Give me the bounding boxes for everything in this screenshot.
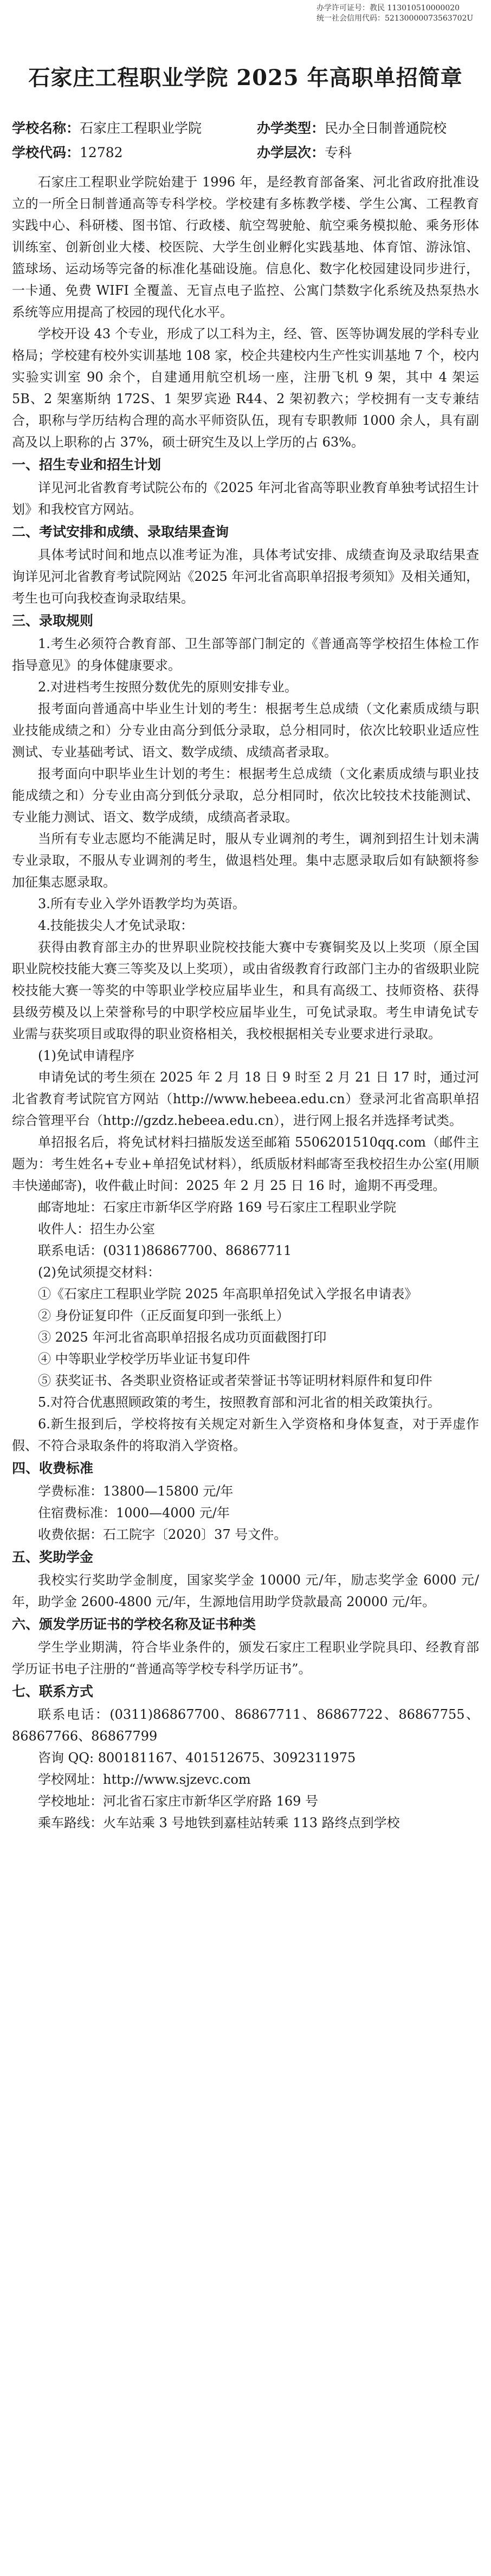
intro-paragraph: 石家庄工程职业学院始建于 1996 年，是经教育部备案、河北省政府批准设立的一所全日制普通高等专科学校。学校建有多栋教学楼、学生公寓、工程教育实践中心、科研楼、图书馆、行政楼、航空驾驶舱、航空乘务模拟舱、乘务形体训练室、创新创业大楼、校医院、大学生创业孵化实践基地、体育馆、游泳馆、篮球场、运动场等完备的标准化基础设施。信息化、数字化校园建设同步进行，一卡通、免费 WIFI 全覆盖、无盲点电子监控、公寓门禁数字化系统及热泵热水系统等应用提高了校园的现代化水平。: [12, 174, 479, 320]
section-heading: 四、收费标准: [12, 1460, 94, 1476]
contact-phones: 联系电话：(0311)86867700、86867711、86867722、86867755、86867766、86867799: [12, 1707, 479, 1744]
contact-phone: 联系电话：(0311)86867700、86867711: [38, 1243, 292, 1258]
section-paragraph: 单招报名后，将免试材料扫描版发送至邮箱 5506201510qq.com（邮件主题为：考生姓名+专业+单招免试材料），纸质版材料邮寄至我校招生办公室(用顺丰快递邮寄)，收件截止时间：2025 年 2 月 25 日 16 时，逾期不再受理。: [12, 1135, 479, 1193]
material-item: ② 身份证复印件（正反面复印到一张纸上）: [38, 1308, 289, 1323]
credit-code: 统一社会信用代码：52130000073563702U: [316, 14, 474, 23]
school-level-label: 办学层次：: [257, 144, 325, 160]
page-title: 石家庄工程职业学院 2025 年高职单招简章: [28, 65, 463, 90]
material-item: ①《石家庄工程职业学院 2025 年高职单招免试入学报名申请表》: [38, 1286, 418, 1302]
section-paragraph: 获得由教育部主办的世界职业院校技能大赛中专赛铜奖及以上奖项（原全国职业院校技能大赛三等奖及以上奖项），或由省级教育行政部门主办的省级职业院校技能大赛一等奖的中等职业学校应届毕业生，和具有高级工、技师资格、获得县级劳模及以上荣誉称号的中职学校应届毕业生，可免试录取。考生申请免试专业需与获奖项目或取得的职业资格相关，我校根据相关专业要求进行录取。: [12, 940, 479, 1041]
material-item: ⑤ 获奖证书、各类职业资格证或者荣誉证书等证明材料原件和复印件: [38, 1373, 432, 1388]
material-item: ③ 2025 年河北省高职单招报名成功页面截图打印: [38, 1330, 327, 1345]
tuition-standard: 学费标准：13800—15800 元/年: [38, 1484, 234, 1499]
section-paragraph: 我校实行奖助学金制度，国家奖学金 10000 元/年，励志奖学金 6000 元/年，助学金 2600-4800 元/年，生源地信用助学贷款最高 20000 元/年。: [12, 1572, 479, 1609]
bus-route: 乘车路线：火车站乘 3 号地铁到嘉桂站转乘 113 路终点到学校: [38, 1815, 400, 1830]
brochure-body: [12, 171, 479, 1834]
section-heading: 六、颁发学历证书的学校名称及证书种类: [12, 1616, 256, 1632]
info-row: [12, 140, 479, 165]
info-row: [12, 116, 479, 140]
section-paragraph: 3.所有专业入学外语教学均为英语。: [38, 896, 246, 911]
section-paragraph: 1.考生必须符合教育部、卫生部等部门制定的《普通高等学校招生体检工作指导意见》的身体健康要求。: [12, 636, 479, 673]
section-heading: 三、录取规则: [12, 613, 94, 629]
accommodation-fee: 住宿费标准：1000—4000 元/年: [38, 1505, 230, 1520]
section-paragraph: 申请免试的考生须在 2025 年 2 月 18 日 9 时至 2 月 21 日 17 时，通过河北省教育考试院官方网站（http://www.hebeea.edu.cn）登录河北省高职单招综合管理平台（http://gzdz.hebeea.edu.cn），进行网上报名并选择考试类。: [12, 1070, 479, 1128]
section-heading: 一、招生专业和招生计划: [12, 457, 161, 473]
section-paragraph: 学生学业期满，符合毕业条件的，颁发石家庄工程职业学院具印、经教育部学历证书电子注册的“普通高等学校专科学历证书”。: [12, 1640, 479, 1677]
section-heading: 五、奖助学金: [12, 1549, 94, 1565]
section-paragraph: 6.新生报到后，学校将按有关规定对新生入学资格和身体复查，对于弄虚作假、不符合录取条件的将取消入学资格。: [12, 1416, 479, 1453]
section-paragraph: 4.技能拔尖人才免试录取：: [38, 918, 193, 933]
school-info: [12, 116, 479, 165]
school-name-label: 学校名称：: [12, 120, 80, 136]
section-paragraph: (2)免试须提交材料：: [38, 1265, 160, 1280]
section-heading: 二、考试安排和成绩、录取结果查询: [12, 524, 229, 540]
mail-recipient: 收件人：招生办公室: [38, 1221, 155, 1237]
school-code-label: 学校代码：: [12, 144, 80, 160]
section-paragraph: 当所有专业志愿均不能满足时，服从专业调剂的考生，调剂到招生计划未满专业录取，不服从专业调剂的考生，做退档处理。集中志愿录取后如有缺额将参加征集志愿录取。: [12, 831, 479, 890]
fee-basis: 收费依据：石工院字〔2020〕37 号文件。: [38, 1527, 287, 1542]
contact-qq: 咨询 QQ: 800181167、401512675、3092311975: [38, 1750, 356, 1765]
school-website: 学校网址：http://www.sjzevc.com: [38, 1772, 251, 1787]
material-item: ④ 中等职业学校学历毕业证书复印件: [38, 1351, 250, 1367]
school-name-value: 石家庄工程职业学院: [80, 120, 202, 136]
section-paragraph: 5.对符合优惠照顾政策的考生，按照教育部和河北省的相关政策执行。: [38, 1395, 441, 1410]
section-paragraph: 报考面向中职毕业生计划的考生：根据考生总成绩（文化素质成绩与职业技能成绩之和）分专业由高分到低分录取，总分相同时，依次比较技术技能测试、专业能力测试、语文、数学成绩，成绩高者录取。: [12, 766, 479, 825]
section-paragraph: 具体考试时间和地点以准考证为准，具体考试安排、成绩查询及录取结果查询详见河北省教育考试院网站《2025 年河北省高职单招报考须知》及相关通知，考生也可向我校查询录取结果。: [12, 547, 479, 606]
section-paragraph: 2.对进档考生按照分数优先的原则安排专业。: [38, 679, 298, 695]
school-type-value: 民办全日制普通院校: [325, 120, 447, 136]
section-paragraph: 详见河北省教育考试院公布的《2025 年河北省高等职业教育单独考试招生计划》和我校官方网站。: [12, 480, 479, 517]
school-level-value: 专科: [325, 144, 352, 160]
intro-paragraph: 学校开设 43 个专业，形成了以工科为主，经、管、医等协调发展的学科专业格局；学校建有校外实训基地 108 家，校企共建校内生产性实训基地 7 个，校内实验实训室 90 余个，自建通用航空机场一座，注册飞机 9 架，其中 4 架运 5B、2 架塞斯纳 172S、1 架罗宾逊 R44、2 架初教六；学校拥有一支专兼结合，职称与学历结构合理的高水平师资队伍，现有专职教师 1000 余人，具有副高及以上职称的占 37%，硕士研究生及以上学历的占 63%。: [12, 326, 479, 450]
school-type-label: 办学类型：: [257, 120, 325, 136]
mailing-address: 邮寄地址：石家庄市新华区学府路 169 号石家庄工程职业学院: [38, 1200, 397, 1215]
section-paragraph: (1)免试申请程序: [38, 1048, 134, 1063]
school-address: 学校地址：河北省石家庄市新华区学府路 169 号: [38, 1794, 319, 1809]
license-info: [316, 3, 479, 24]
section-heading: 七、联系方式: [12, 1684, 94, 1699]
section-paragraph: 报考面向普通高中毕业生计划的考生：根据考生总成绩（文化素质成绩与职业技能成绩之和）分专业由高分到低分录取，总分相同时，依次比较职业适应性测试、专业基础考试、语文、数学成绩、成绩高者录取。: [12, 701, 479, 760]
school-code-value: 12782: [80, 144, 123, 160]
license-number: 办学许可证号：教民 113010510000020: [316, 4, 460, 12]
